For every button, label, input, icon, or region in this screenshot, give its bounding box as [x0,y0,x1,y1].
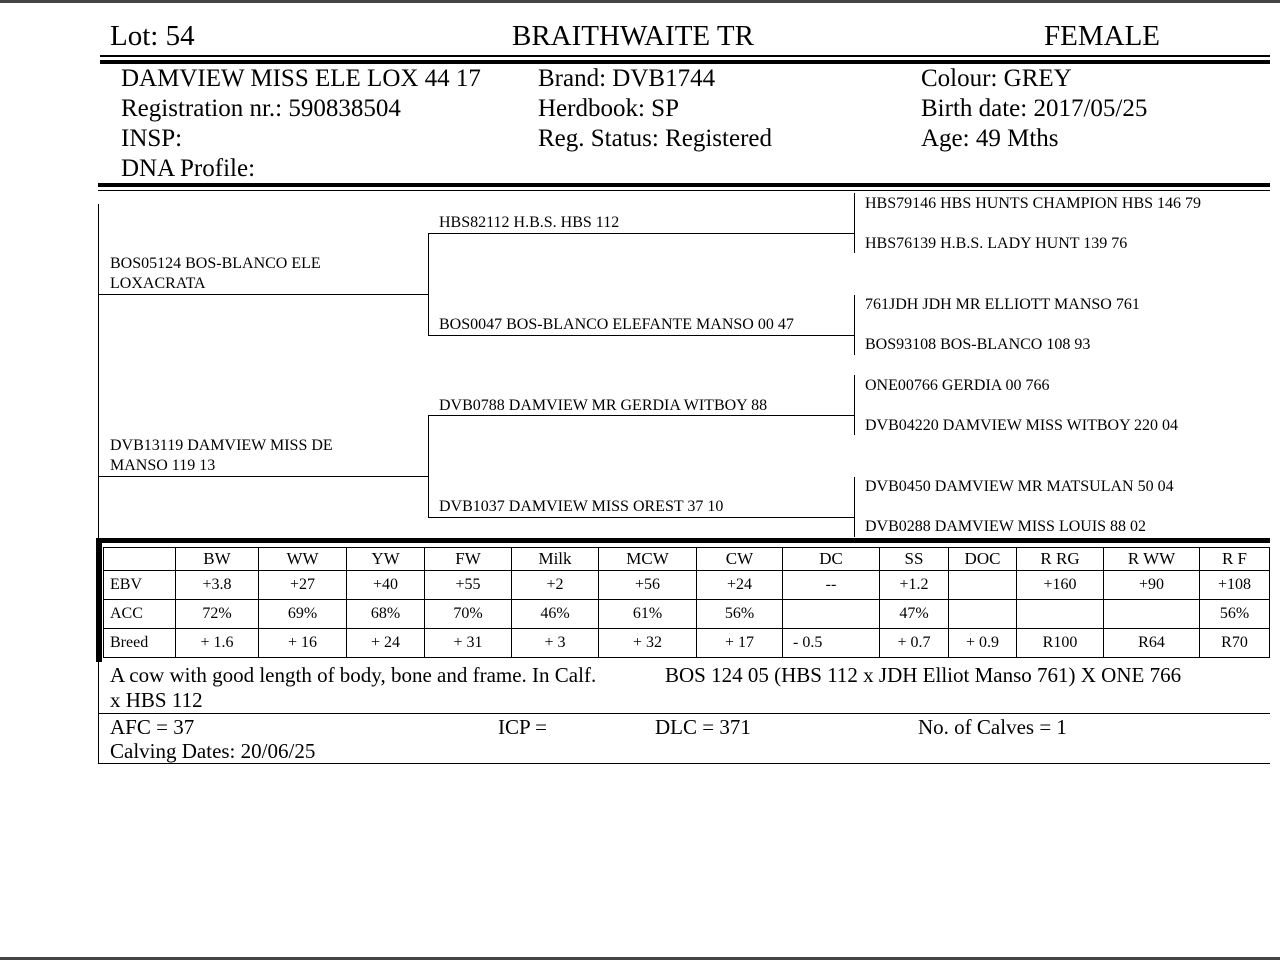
brand: Brand: DVB1744 [538,65,716,92]
table-cell: 56% [697,600,783,629]
table-cell: + 0.9 [949,629,1017,658]
gg-6: DVB04220 DAMVIEW MISS WITBOY 220 04 [865,417,1179,434]
table-cell: - 0.5 [783,629,880,658]
sire-sire-underline [428,233,854,234]
breed-row [104,629,1270,658]
sire-underline [98,294,428,295]
dam-line2: MANSO 119 13 [110,457,216,474]
dna-profile: DNA Profile: [121,155,256,182]
dam-bracket [428,415,429,517]
gg-7: DVB0450 DAMVIEW MR MATSULAN 50 04 [865,478,1174,495]
table-cell [1104,600,1200,629]
pedigree-left-border [98,204,99,538]
col-header: MCW [599,548,697,571]
sire-line2: LOXACRATA [110,275,206,292]
col-header [104,548,176,571]
table-cell: R70 [1200,629,1270,658]
col-header: YW [347,548,425,571]
row-label: Breed [104,629,176,658]
col-header: R RG [1017,548,1104,571]
table-cell: + 24 [347,629,425,658]
table-cell: R100 [1017,629,1104,658]
gg-1: HBS79146 HBS HUNTS CHAMPION HBS 146 79 [865,195,1202,212]
row-label: EBV [104,571,176,600]
registration-number: Registration nr.: 590838504 [121,95,401,122]
dam-sire-underline [428,415,854,416]
table-cell: +56 [599,571,697,600]
colour: Colour: GREY [921,65,1072,92]
table-cell: 61% [599,600,697,629]
sire-bracket [428,233,429,335]
sire-sire: HBS82112 H.B.S. HBS 112 [439,214,620,231]
table-cell: + 0.7 [880,629,949,658]
table-cell: +3.8 [176,571,259,600]
birth-date: Birth date: 2017/05/25 [921,95,1148,122]
table-cell: +27 [259,571,347,600]
sire-dam-underline [428,335,854,336]
gg-bracket-2 [854,295,855,355]
table-cell: + 31 [425,629,512,658]
comment-lineage: BOS 124 05 (HBS 112 x JDH Elliot Manso 761) X ONE 766 [665,663,1182,687]
dam-underline [98,476,428,477]
sex: FEMALE [1044,20,1160,52]
col-header: R WW [1104,548,1200,571]
col-header: FW [425,548,512,571]
comment-text-continued: x HBS 112 [110,688,203,712]
gg-5: ONE00766 GERDIA 00 766 [865,377,1050,394]
table-cell: -- [783,571,880,600]
header-rule-thin [100,55,1270,57]
gg-4: BOS93108 BOS-BLANCO 108 93 [865,336,1091,353]
gg-bracket-4 [854,477,855,537]
table-cell: +1.2 [880,571,949,600]
comments-divider [98,713,1270,714]
dam-dam: DVB1037 DAMVIEW MISS OREST 37 10 [439,498,724,515]
table-cell [783,600,880,629]
reg-status: Reg. Status: Registered [538,125,772,152]
table-cell: +24 [697,571,783,600]
sire-line1: BOS05124 BOS-BLANCO ELE [110,255,321,272]
table-cell: + 32 [599,629,697,658]
breeder-name: BRAITHWAITE TR [512,20,754,52]
dam-sire: DVB0788 DAMVIEW MR GERDIA WITBOY 88 [439,397,768,414]
afc: AFC = 37 [110,715,195,739]
ebv-row [104,571,1270,600]
info-rule-thin [98,190,1270,191]
gg-8: DVB0288 DAMVIEW MISS LOUIS 88 02 [865,518,1147,535]
stats-bottom-rule [98,763,1270,764]
table-cell: 68% [347,600,425,629]
col-header: DOC [949,548,1017,571]
header-rule-thick [100,60,1270,64]
acc-row [104,600,1270,629]
table-cell: + 3 [512,629,599,658]
info-rule-thick [98,183,1270,187]
herdbook: Herdbook: SP [538,95,679,122]
table-cell: R64 [1104,629,1200,658]
row-label: ACC [104,600,176,629]
calves-count: No. of Calves = 1 [918,715,1067,739]
sire-dam: BOS0047 BOS-BLANCO ELEFANTE MANSO 00 47 [439,316,794,333]
insp: INSP: [121,125,183,152]
animal-name: DAMVIEW MISS ELE LOX 44 17 [121,65,481,92]
ebv-table-top-rule [96,538,1270,543]
gg-bracket-1 [854,193,855,253]
col-header: DC [783,548,880,571]
table-cell: + 1.6 [176,629,259,658]
table-cell [949,571,1017,600]
table-cell: +55 [425,571,512,600]
ebv-header-row [104,548,1270,571]
dam-dam-underline [428,517,854,518]
dlc: DLC = 371 [655,715,751,739]
col-header: WW [259,548,347,571]
dam-line1: DVB13119 DAMVIEW MISS DE [110,437,333,454]
icp: ICP = [498,715,547,739]
table-cell: 47% [880,600,949,629]
ebv-table [103,547,1270,658]
table-cell: +40 [347,571,425,600]
ebv-table-left-rule [96,540,102,662]
comment-text: A cow with good length of body, bone and frame. In Calf. [110,663,597,687]
col-header: CW [697,548,783,571]
table-cell: + 16 [259,629,347,658]
lot-number: Lot: 54 [110,20,195,52]
col-header: R F [1200,548,1270,571]
table-cell: 46% [512,600,599,629]
table-cell [1017,600,1104,629]
col-header: Milk [512,548,599,571]
table-cell: 69% [259,600,347,629]
calving-dates: Calving Dates: 20/06/25 [110,739,316,763]
age: Age: 49 Mths [921,125,1059,152]
table-cell: +90 [1104,571,1200,600]
gg-3: 761JDH JDH MR ELLIOTT MANSO 761 [865,296,1140,313]
table-cell: 72% [176,600,259,629]
gg-bracket-3 [854,375,855,435]
col-header: BW [176,548,259,571]
table-cell: +2 [512,571,599,600]
table-cell: +108 [1200,571,1270,600]
table-cell: 56% [1200,600,1270,629]
top-border [0,0,1280,3]
gg-2: HBS76139 H.B.S. LADY HUNT 139 76 [865,235,1128,252]
table-cell [949,600,1017,629]
col-header: SS [880,548,949,571]
table-cell: + 17 [697,629,783,658]
table-cell: +160 [1017,571,1104,600]
table-cell: 70% [425,600,512,629]
